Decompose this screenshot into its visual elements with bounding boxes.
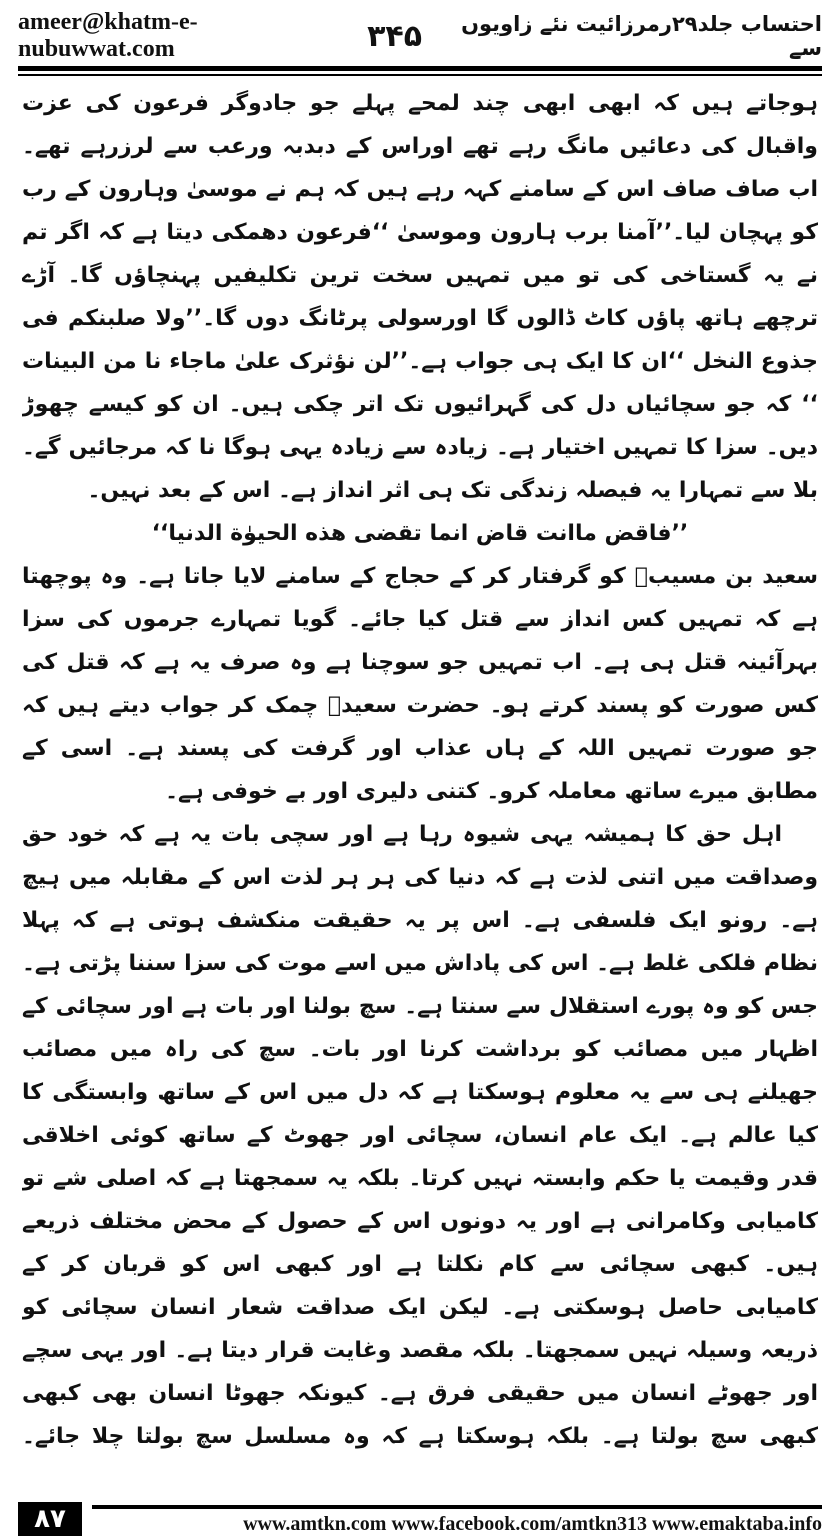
quran-quote: ’’فاقض ماانت قاض انما تقضی هذه الحیوٰة الدنیا‘‘ [151, 521, 689, 546]
footer-links[interactable]: www.amtkn.com www.facebook.com/amtkn313 www.emaktaba.info [243, 1513, 822, 1535]
header-rule-thin [18, 74, 822, 76]
page-footer [18, 1496, 822, 1536]
page-body [22, 82, 818, 1462]
header-left [18, 9, 422, 63]
paragraph-2: سعید بن مسیبؒ کو گرفتار کر کے حجاج کے سامنے لایا جاتا ہے۔ وہ پوچھتا ہے کہ تمہیں کس انداز سے قتل کیا جائے۔ گویا تمہارے جرموں کی سزا بہرآئینہ قتل ہی ہے۔ اب تمہیں جو سوچنا ہے وہ صرف یہ ہے کہ قتل کی کس صورت کو پسند کرتے ہو۔ حضرت سعیدؒ چمک کر جواب دیتے ہیں کہ جو صورت تمہیں اللہ کے ہاں عذاب اور گرفت کی پسند ہے۔ اسی کے مطابق میرے ساتھ معاملہ کرو۔ کتنی دلیری اور بے خوفی ہے۔ [22, 564, 818, 804]
header-rule-thick [18, 66, 822, 71]
header-page-number: ۳۴۵ [367, 18, 423, 54]
footer-page-number: ۸۷ [18, 1502, 82, 1536]
paragraph-1: ہوجاتے ہیں کہ ابھی ابھی چند لمحے پہلے جو جادوگر فرعون کی عزت واقبال کی دعائیں مانگ رہے تھے اوراس کے دبدبہ ورعب سے لرزرہے تھے۔ اب صاف صاف اس کے سامنے کہہ رہے ہیں کہ ہم نے موسیٰ وہارون کے رب کو پہچان لیا۔’’آمنا برب ہارون وموسیٰ ‘‘فرعون دھمکی دیتا ہے کہ اگر تم نے یہ گستاخی کی تو میں تمہیں سخت ترین تکلیفیں پہنچاؤں گا۔ آڑے ترچھے ہاتھ پاؤں کاٹ ڈالوں گا اورسولی پرٹانگ دوں گا۔’’ولا صلبنکم فی جذوع النخل ‘‘ان کا ایک ہی جواب ہے۔’’لن نؤثرک علیٰ ماجاء نا من البینات ‘‘ کہ جو سچائیاں دل کی گہرائیوں تک اتر چکی ہیں۔ ان کو کیسے چھوڑ دیں۔ سزا کا تمہیں اختیار ہے۔ زیادہ سے زیادہ یہی ہوگا نا کہ مرجائیں گے۔ بلا سے تمہارا یہ فیصلہ زندگی تک ہی اثر انداز ہے۔ اس کے بعد نہیں۔ [22, 91, 818, 503]
footer-rule [92, 1505, 822, 1509]
book-title: احتساب جلد۲۹رمرزائیت نئے زاویوں سے [461, 12, 822, 60]
page-header [18, 8, 822, 64]
header-email[interactable]: ameer@khatm-e-nubuwwat.com [18, 9, 198, 62]
footer-links-box [92, 1505, 822, 1536]
paragraph-3: اہل حق کا ہمیشہ یہی شیوہ رہا ہے اور سچی بات یہ ہے کہ خود حق وصداقت میں اتنی لذت ہے کہ دنیا کی ہر ہر لذت اس کے مقابلہ میں ہیچ ہے۔ رونو ایک فلسفی ہے۔ اس پر یہ حقیقت منکشف ہوتی ہے کہ پہلا نظام فلکی غلط ہے۔ اس کی پاداش میں اسے موت کی سزا سننا پڑتی ہے۔ جس کو وہ پورے استقلال سے سنتا ہے۔ سچ بولنا اور بات ہے اور سچائی کے اظہار میں مصائب کو برداشت کرنا اور بات۔ سچ کی راہ میں مصائب جھیلنے ہی سے یہ معلوم ہوسکتا ہے کہ دل میں اس کے ساتھ وابستگی کا کیا عالم ہے۔ ایک عام انسان، سچائی اور جھوٹ کے ساتھ کوئی اخلاقی قدر وقیمت یا حکم وابستہ نہیں کرتا۔ بلکہ یہ سمجھتا ہے کہ اصلی شے تو کامیابی وکامرانی ہے اور یہ دونوں اس کے حصول کے محض مختلف ذریعے ہیں۔ کبھی سچائی سے کام نکلتا ہے اور کبھی اس کو قربان کر کے کامیابی حاصل ہوسکتی ہے۔ لیکن ایک صداقت شعار انسان سچائی کو ذریعہ وسیلہ نہیں سمجھتا۔ بلکہ مقصد وغایت قرار دیتا ہے۔ اور یہی سچے اور جھوٹے انسان میں حقیقی فرق ہے۔ کیونکہ جھوٹا انسان بھی کبھی کبھی سچ بولتا ہے۔ بلکہ ہوسکتا ہے کہ وہ مسلسل سچ بولتا چلا جائے۔ [22, 822, 818, 1449]
